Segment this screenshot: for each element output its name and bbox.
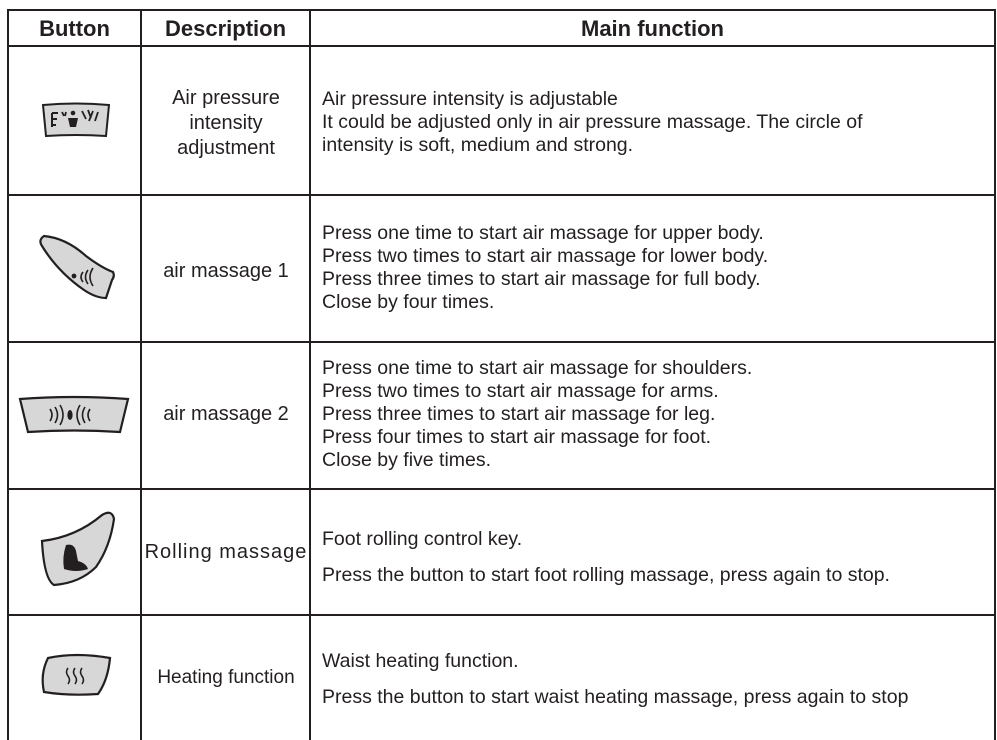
function-line: Close by four times. [322, 291, 495, 313]
row-5-function [322, 643, 992, 715]
function-line: Press four times to start air massage for foot. [322, 426, 712, 448]
foot-rolling-icon [36, 507, 116, 587]
row-4-function [322, 521, 992, 593]
function-line: Press one time to start air massage for upper body. [322, 222, 764, 244]
row-2-function [322, 222, 992, 314]
function-line: Foot rolling control key. [322, 528, 523, 550]
row-5-description: Heating function [157, 666, 295, 688]
air-massage-1-icon [36, 232, 116, 302]
table-top-border [7, 9, 996, 11]
function-line: Air pressure intensity is adjustable [322, 88, 618, 110]
row-3-description: air massage 2 [163, 402, 289, 425]
row-1-description: Air pressure intensity adjustment [172, 86, 280, 159]
header-main-function: Main function [581, 16, 724, 41]
function-line: Waist heating function. [322, 650, 519, 672]
function-line: Press the button to start waist heating massage, press again to stop [322, 686, 909, 708]
row-1-function [322, 88, 992, 157]
column-border-description [309, 9, 311, 740]
function-line: Press two times to start air massage for lower body. [322, 245, 769, 267]
column-border-right [994, 9, 996, 740]
row-3-function [322, 357, 992, 472]
function-line: Press three times to start air massage for leg. [322, 403, 716, 425]
row-divider [7, 341, 996, 343]
function-line: Press the button to start foot rolling massage, press again to stop. [322, 564, 890, 586]
header-description: Description [164, 16, 287, 41]
function-line: It could be adjusted only in air pressure massage. The circle of [322, 111, 863, 133]
header-button: Button [39, 16, 110, 41]
air-massage-2-icon [16, 394, 132, 436]
function-line: intensity is soft, medium and strong. [322, 134, 634, 156]
function-line: Close by five times. [322, 449, 492, 471]
function-line: Press one time to start air massage for shoulders. [322, 357, 753, 379]
function-line: Press three times to start air massage for full body. [322, 268, 761, 290]
row-4-description: Rolling massage [144, 540, 308, 563]
row-divider [7, 194, 996, 196]
column-border-button [140, 9, 142, 740]
air-pressure-intensity-icon [40, 101, 112, 139]
column-border-left [7, 9, 9, 740]
row-divider [7, 614, 996, 616]
function-line: Press two times to start air massage for arms. [322, 380, 719, 402]
row-2-description: air massage 1 [163, 259, 289, 282]
heating-icon [36, 650, 116, 700]
header-bottom-border [7, 45, 996, 47]
row-divider [7, 488, 996, 490]
